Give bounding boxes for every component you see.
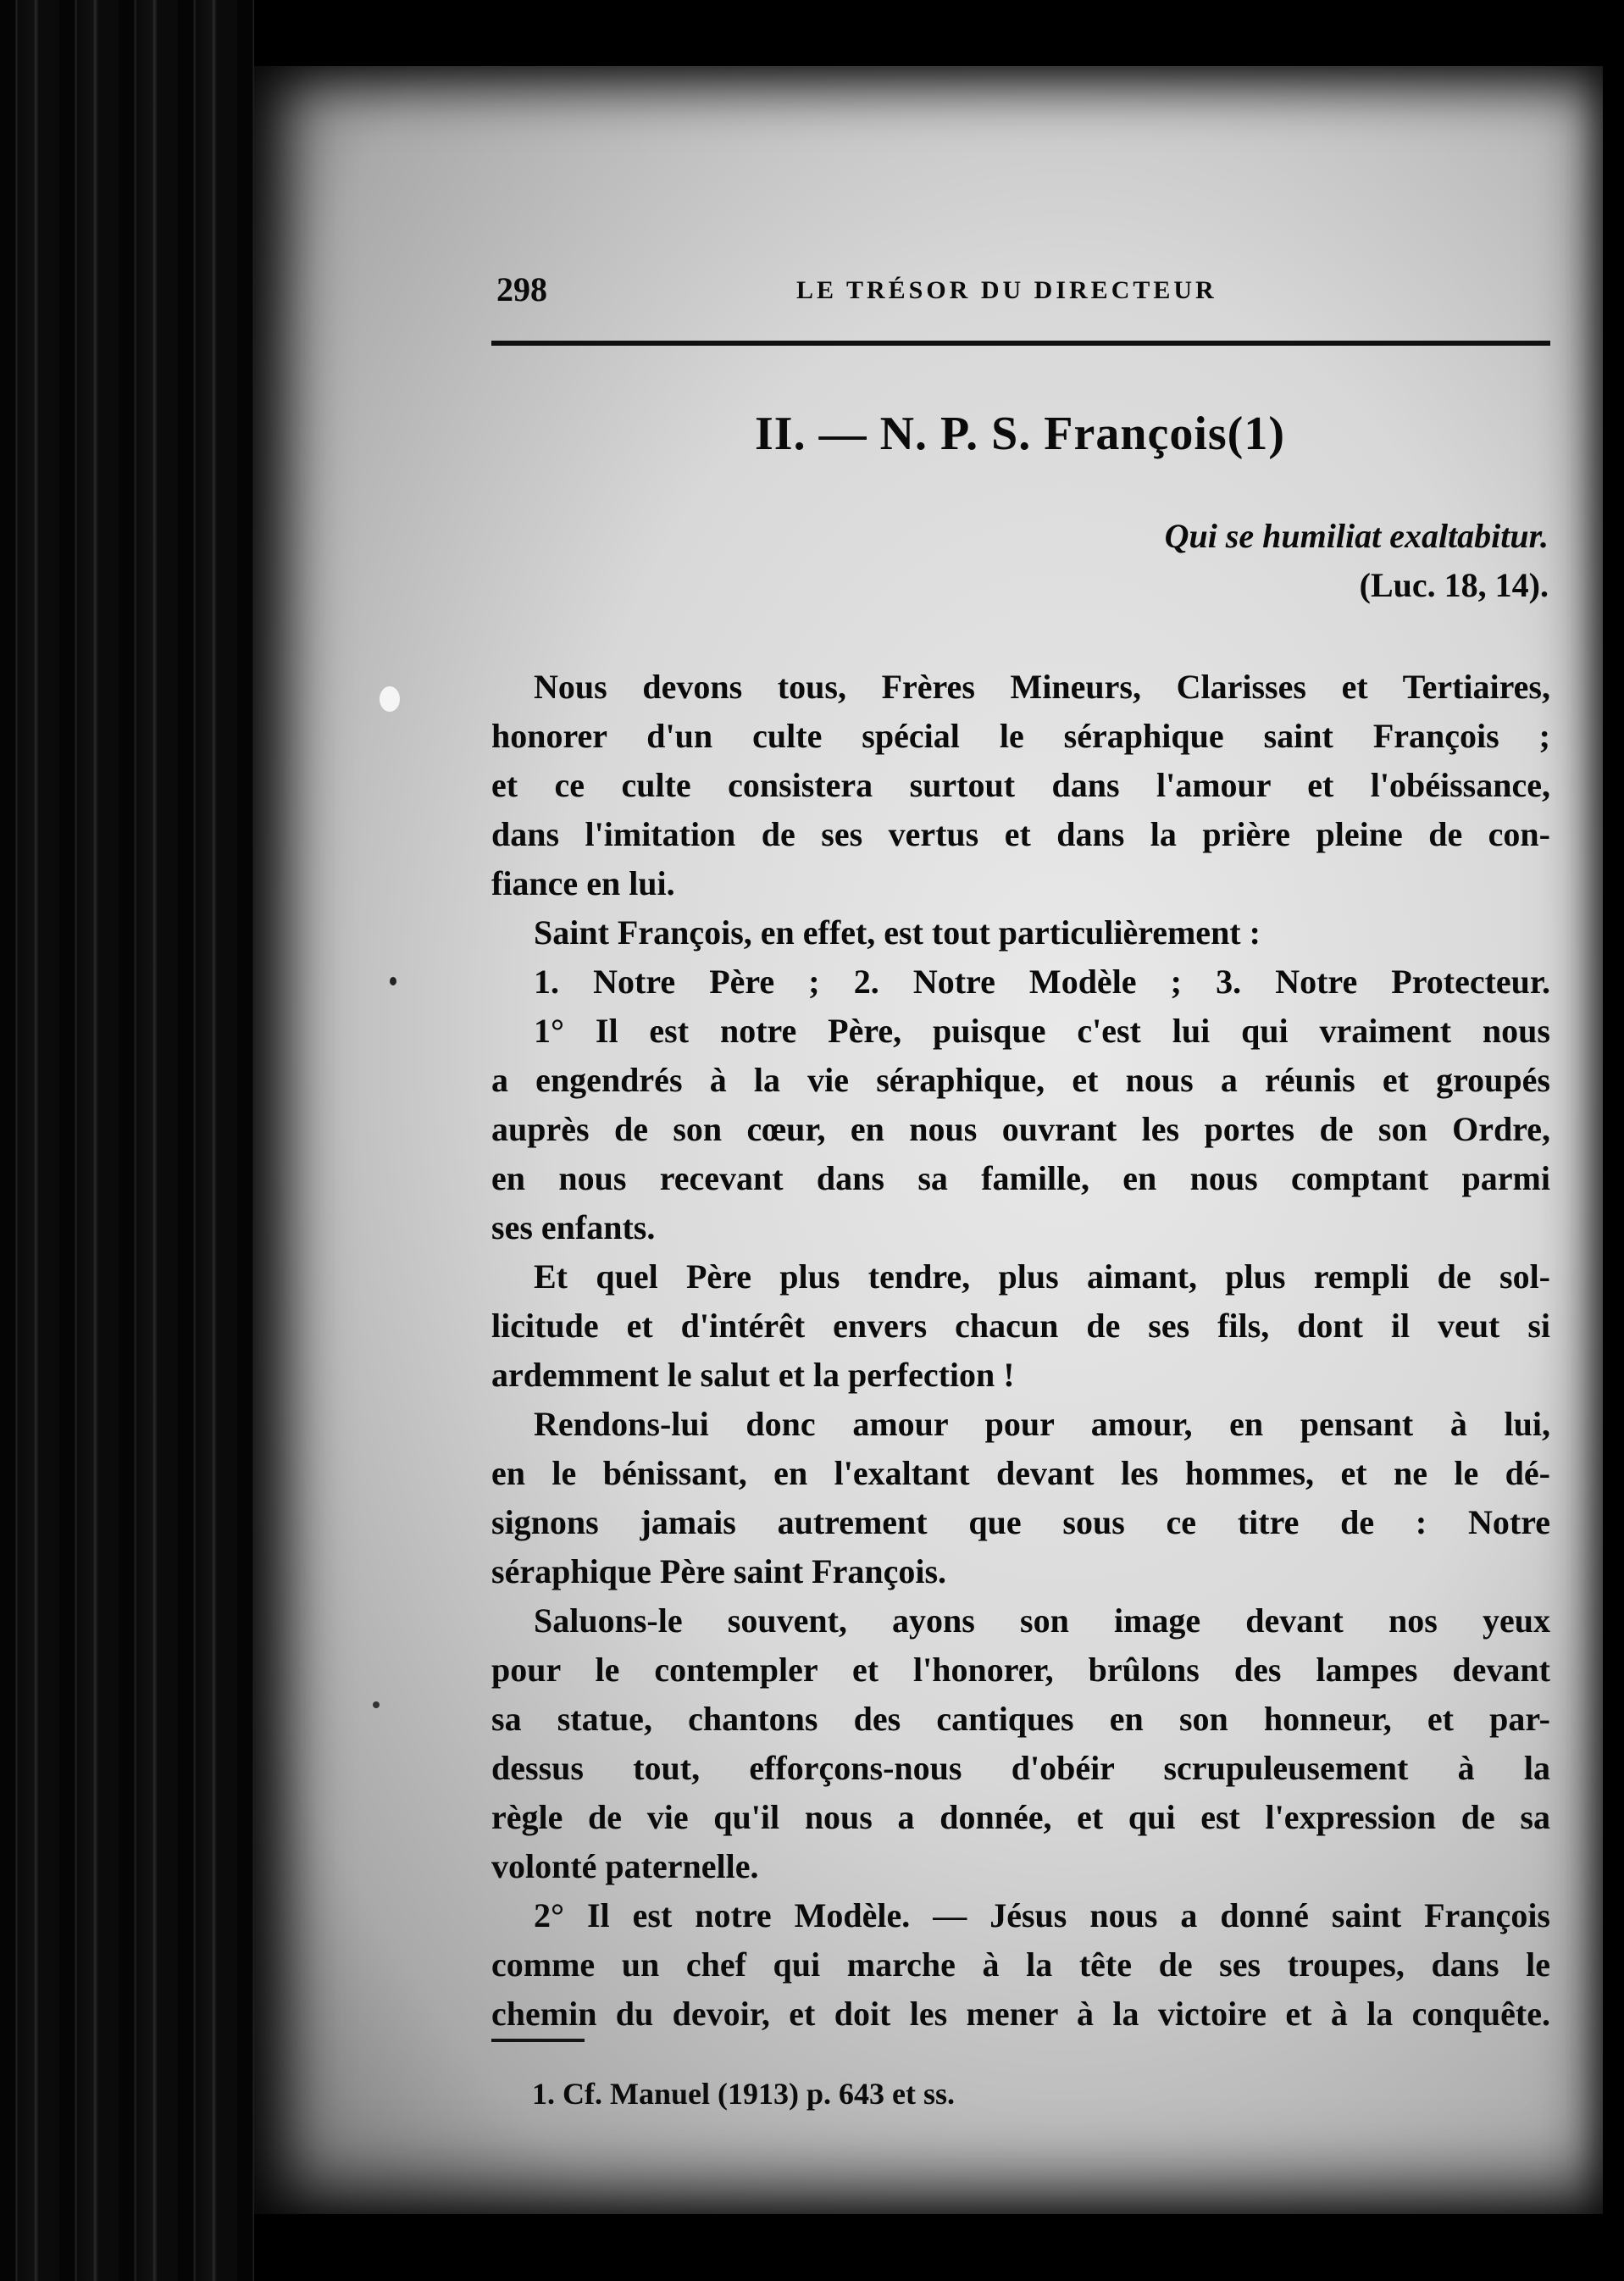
body-line: honorer d'un culte spécial le séraphique saint François ; — [491, 717, 1550, 755]
section-title-text: II. — N. P. S. François — [755, 408, 1228, 460]
body-line: volonté paternelle. — [491, 1847, 759, 1885]
body-line: 2° Il est notre Modèle. — Jésus nous a donné saint François — [534, 1896, 1550, 1934]
body-line: Saint François, en effet, est tout particulièrement : — [534, 913, 1261, 952]
body-line: 1° Il est notre Père, puisque c'est lui qui vraiment nous — [534, 1012, 1550, 1050]
body-line: séraphique Père saint François. — [491, 1552, 947, 1590]
body-line: dans l'imitation de ses vertus et dans la prière pleine de con- — [491, 815, 1550, 853]
body-line: et ce culte consistera surtout dans l'amour et l'obéissance, — [491, 766, 1550, 804]
body-line: ses enfants. — [491, 1208, 656, 1246]
body-line: pour le contempler et l'honorer, brûlons des lampes devant — [491, 1651, 1550, 1689]
body-line: licitude et d'intérêt envers chacun de ses fils, dont il veut si — [491, 1307, 1550, 1345]
body-line: chemin du devoir, et doit les mener à la victoire et à la conquête. — [491, 1995, 1550, 2033]
body-line: sa statue, chantons des cantiques en son honneur, et par- — [491, 1700, 1550, 1738]
epigraph-reference: (Luc. 18, 14). — [1359, 566, 1549, 604]
paper-speck — [380, 686, 400, 712]
paper-speck — [390, 977, 396, 985]
body-line: 1. Notre Père ; 2. Notre Modèle ; 3. Notre Protecteur. — [534, 963, 1550, 1001]
body-line: fiance en lui. — [491, 864, 675, 902]
footnote: 1. Cf. Manuel (1913) p. 643 et ss. — [532, 2077, 955, 2111]
body-line: ardemment le salut et la perfection ! — [491, 1356, 1015, 1394]
epigraph-quote: Qui se humiliat exaltabitur. — [1164, 517, 1549, 555]
body-line: comme un chef qui marche à la tête de ses troupes, dans le — [491, 1945, 1550, 1984]
epigraph — [1165, 512, 1549, 610]
body-line: dessus tout, efforçons-nous d'obéir scrupuleusement à la — [491, 1749, 1550, 1787]
body-line: signons jamais autrement que sous ce titre de : Notre — [491, 1503, 1550, 1541]
body-line: en le bénissant, en l'exaltant devant les hommes, et ne le dé- — [491, 1454, 1550, 1492]
footnote-rule — [491, 2039, 585, 2042]
body-line: Nous devons tous, Frères Mineurs, Clarisses et Tertiaires, — [534, 668, 1550, 706]
body-line: Rendons-lui donc amour pour amour, en pensant à lui, — [534, 1405, 1550, 1443]
body-line: en nous recevant dans sa famille, en nous comptant parmi — [491, 1159, 1550, 1197]
running-title: LE TRÉSOR DU DIRECTEUR — [796, 276, 1217, 304]
body-text — [491, 663, 1550, 2039]
paper-speck — [373, 1701, 380, 1708]
page-number: 298 — [496, 270, 547, 308]
footnote-reference: (1) — [1227, 408, 1285, 460]
body-line: auprès de son cœur, en nous ouvrant les portes de son Ordre, — [491, 1110, 1550, 1148]
scanner-edge — [0, 0, 254, 2281]
running-head — [491, 269, 1549, 320]
body-line: règle de vie qu'il nous a donnée, et qui est l'expression de sa — [491, 1798, 1550, 1836]
body-line: a engendrés à la vie séraphique, et nous a réunis et groupés — [491, 1061, 1550, 1099]
section-title — [491, 407, 1549, 461]
body-line: Saluons-le souvent, ayons son image devant nos yeux — [534, 1601, 1550, 1640]
header-rule — [491, 341, 1550, 346]
body-line: Et quel Père plus tendre, plus aimant, plus rempli de sol- — [534, 1257, 1550, 1296]
